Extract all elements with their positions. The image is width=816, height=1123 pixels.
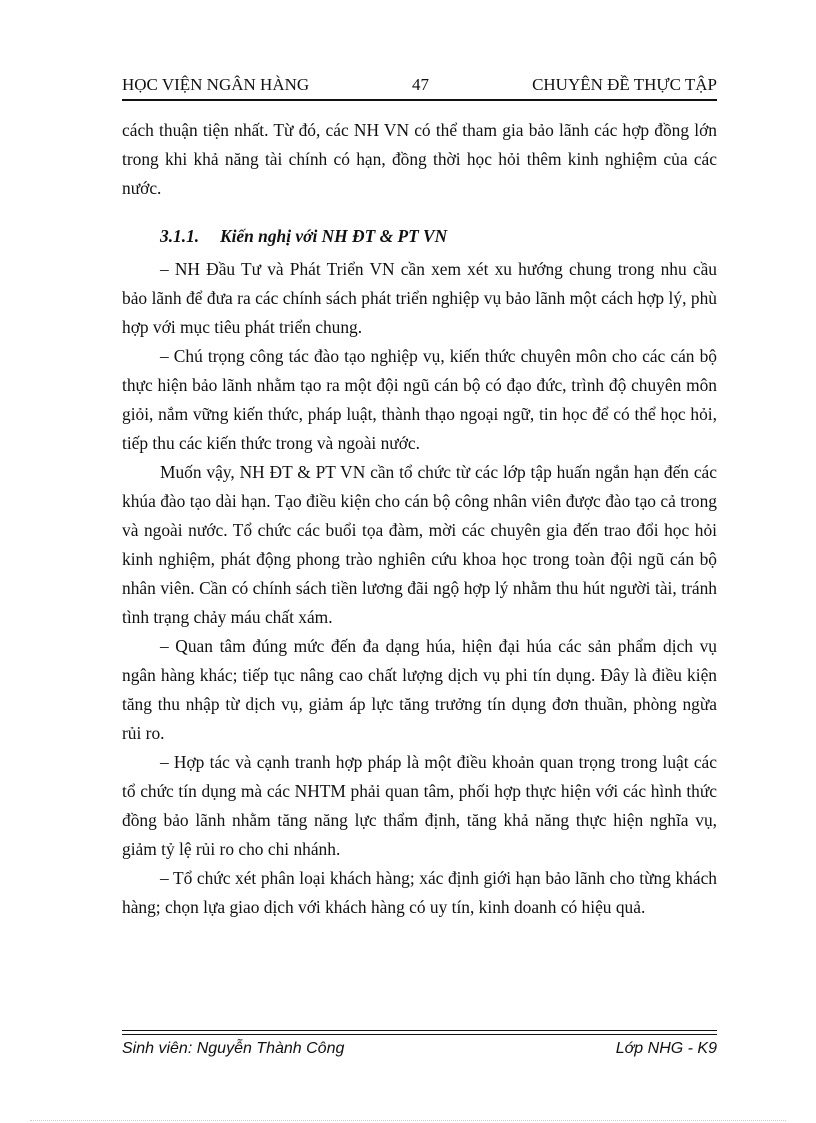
paragraph-6: – Tổ chức xét phân loại khách hàng; xác định giới hạn bảo lãnh cho từng khách hàng; chọn lựa giao dịch với khách hàng có uy tín, kinh doanh có hiệu quả. [122, 868, 717, 917]
section-title: Kiến nghị với NH ĐT & PT VN [220, 226, 448, 246]
intro-paragraph: cách thuận tiện nhất. Từ đó, các NH VN có thể tham gia bảo lãnh các hợp đồng lớn trong khi khả năng tài chính có hạn, đồng thời học hỏi thêm kinh nghiệm của các nước. [122, 120, 717, 198]
section-number: 3.1.1. [160, 226, 200, 246]
section-heading [122, 222, 717, 251]
footer-student: Sinh viên: Nguyễn Thành Công [122, 1040, 345, 1057]
header-document-type: CHUYÊN ĐỀ THỰC TẬP [532, 75, 717, 94]
page-bottom-edge [30, 1120, 786, 1121]
page-header [122, 72, 717, 98]
paragraph-2: – Chú trọng công tác đào tạo nghiệp vụ, kiến thức chuyên môn cho các cán bộ thực hiện bảo lãnh nhằm tạo ra một đội ngũ cán bộ có đạo đức, trình độ chuyên môn giỏi, nắm vững kiến thức, pháp luật, thành thạo ngoại ngữ, tin học để có thể học hỏi, tiếp thu các kiến thức trong và ngoài nước. [122, 346, 717, 453]
footer-class: Lớp NHG - K9 [615, 1040, 717, 1057]
paragraph-1: – NH Đầu Tư và Phát Triển VN cần xem xét xu hướng chung trong nhu cầu bảo lãnh để đưa ra các chính sách phát triển nghiệp vụ bảo lãnh một cách hợp lý, phù hợp với mục tiêu phát triển chung. [122, 259, 717, 337]
page-footer [122, 1037, 717, 1061]
paragraph-5: – Hợp tác và cạnh tranh hợp pháp là một điều khoản quan trọng trong luật các tổ chức tín dụng mà các NHTM phải quan tâm, phối hợp thực hiện với các hình thức đồng bảo lãnh nhằm tăng năng lực thẩm định, tăng khả năng thực hiện nghĩa vụ, giảm tỷ lệ rủi ro cho chi nhánh. [122, 752, 717, 859]
page-body [122, 116, 717, 922]
header-institution: HỌC VIỆN NGÂN HÀNG [122, 75, 310, 94]
paragraph-3: Muốn vậy, NH ĐT & PT VN cần tổ chức từ các lớp tập huấn ngắn hạn đến các khúa đào tạo dài hạn. Tạo điều kiện cho cán bộ công nhân viên được đào tạo cả trong và ngoài nước. Tổ chức các buổi tọa đàm, mời các chuyên gia đến trao đổi học hỏi kinh nghiệm, phát động phong trào nghiên cứu khoa học trong toàn đội ngũ cán bộ nhân viên. Cần có chính sách tiền lương đãi ngộ hợp lý nhằm thu hút người tài, tránh tình trạng chảy máu chất xám. [122, 462, 717, 627]
header-divider [122, 99, 717, 101]
header-page-number: 47 [412, 75, 429, 94]
paragraph-4: – Quan tâm đúng mức đến đa dạng húa, hiện đại húa các sản phẩm dịch vụ ngân hàng khác; tiếp tục nâng cao chất lượng dịch vụ phi tín dụng. Đây là điều kiện tăng thu nhập từ dịch vụ, giảm áp lực tăng trưởng tín dụng đơn thuần, phòng ngừa rủi ro. [122, 636, 717, 743]
footer-divider [122, 1030, 717, 1035]
